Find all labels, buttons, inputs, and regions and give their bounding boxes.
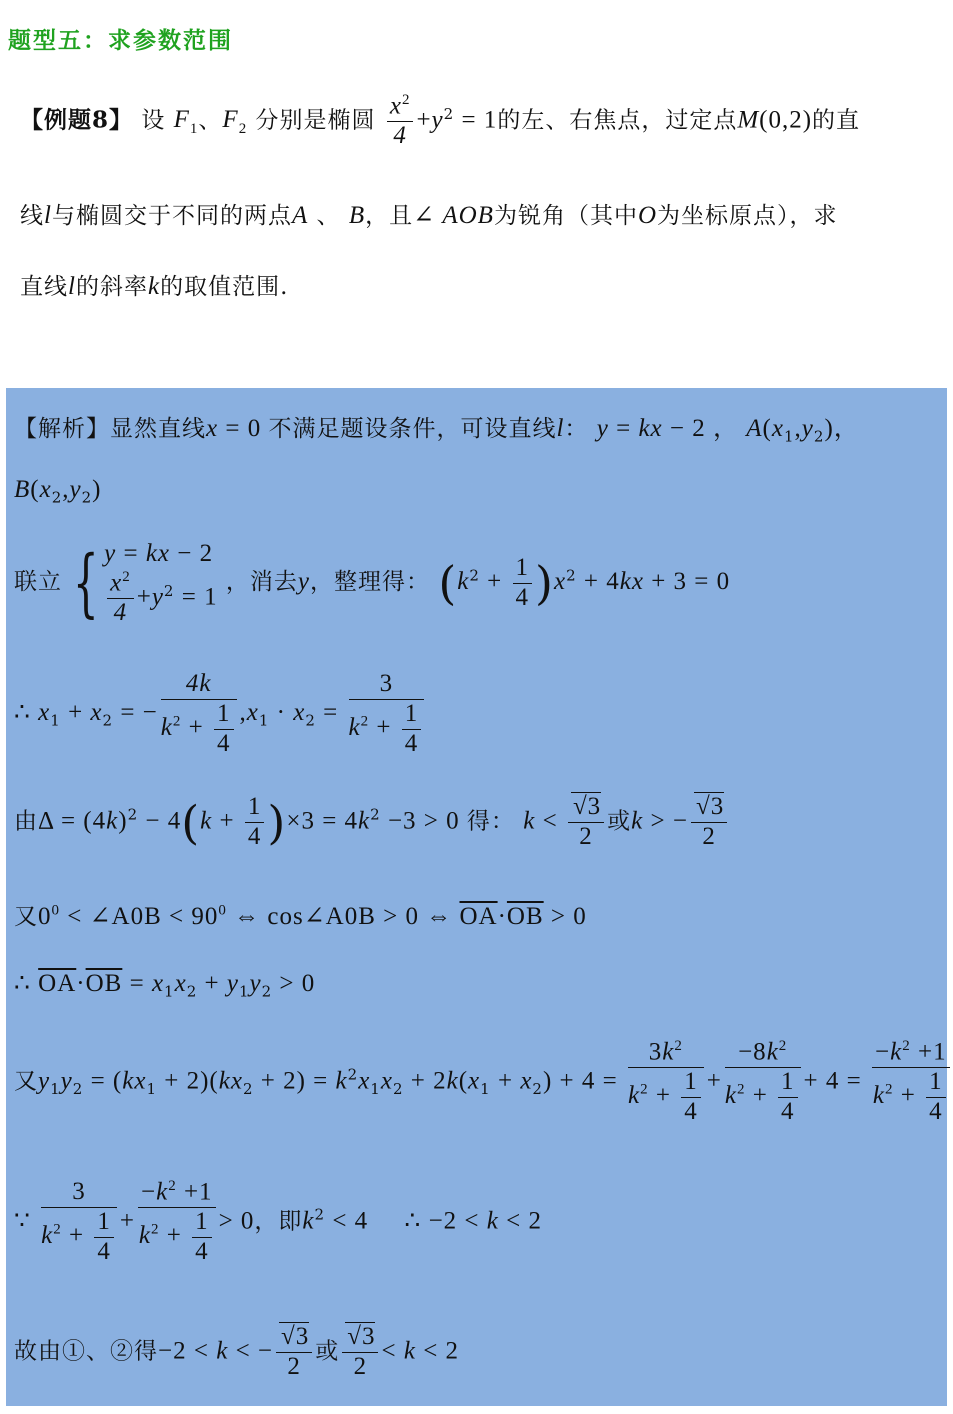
problem-line-3: 直线l的斜率k的取值范围. — [20, 273, 289, 300]
problem-label: 【例题8】 — [20, 106, 134, 134]
solution-line-6: 又$0^0$ < ∠A0B < $90^0$ ⇔ cos∠A0B > 0 ⇔ $\overline{OA}\cdot\overline{OB} > 0$ — [14, 902, 587, 930]
solution-line-1: 【解析】显然直线x = 0 不满足题设条件，可设直线l： y = kx − 2 ， $A(x_1,y_2)$， — [14, 415, 860, 446]
ellipse-fraction: $\frac{x^2}{4}$ — [387, 92, 414, 151]
solution-line-9: ∵ 3 $k^2$ + $\frac{1}{4}$ + $-k^2 +1$ $k^2$ + $\frac{1}{4}$ > 0，即$k^2 < 4$ ∴ −2 < k < 2 — [14, 1178, 542, 1265]
section-heading: 题型五：求参数范围 — [8, 28, 233, 54]
solution-line-8: 又$y_1y_2 = (kx_1 + 2)(kx_2 + 2) = k^2x_1x_2 + 2k(x_1 + x_2) + 4$ = $3k^2$ $k^2$ + $\frac{1}{4}$ + $-8k^2$ $k^2$ + $\frac{1}{4}$ + 4 = $-k^2 +1$ $k^2$ + $\frac{1}{4}$ — [14, 1038, 953, 1127]
solution-line-4: ∴ $x_1 + x_2$ = − 4k $k^2$ + $\frac{1}{4}$ $,x_1 \cdot x_2$ = 3 $k^2$ + $\frac{1}{4}$ — [14, 670, 427, 758]
solution-line-7: ∴ $\overline{OA}\cdot\overline{OB} = x_1x_2 + y_1y_2 > 0$ — [14, 970, 316, 1001]
solution-line-3: 联立 { y = kx − 2 $\frac{x^2}{4}$ $+y^2 = 1$ ，消去y，整理得： ($k^2$ + $\frac{1}{4}$ )$x^2 + 4kx + 3 = 0$ — [14, 540, 731, 627]
solution-line-5: 由$\Delta = (4k)^2 - 4(k$ + $\frac{1}{4}$ )$\times 3 = 4k^2 -3 > 0$ 得： k < $\frac{√3}{2}$ 或k > − $\frac{√3}{2}$ — [14, 793, 730, 852]
solution-line-10: 故由①、②得−2 < k < − $\frac{√3}{2}$ 或 $\frac{√3}{2}$ < k < 2 — [14, 1323, 460, 1380]
problem-line-1: 【例题8】 设 $F_1$、$F_2$ 分别是椭圆 $\frac{x^2}{4}$ $+y^2 = 1$的左、右焦点，过定点M(0,2)的直 — [20, 92, 861, 150]
solution-box — [6, 388, 947, 1406]
solution-label: 【解析】 — [14, 416, 110, 442]
solution-line-2: $B(x_2,y_2)$ — [14, 476, 102, 507]
problem-line-2: 线l与椭圆交于不同的两点A 、 B，且∠ AOB为锐角（其中O为坐标原点），求 — [20, 202, 838, 229]
